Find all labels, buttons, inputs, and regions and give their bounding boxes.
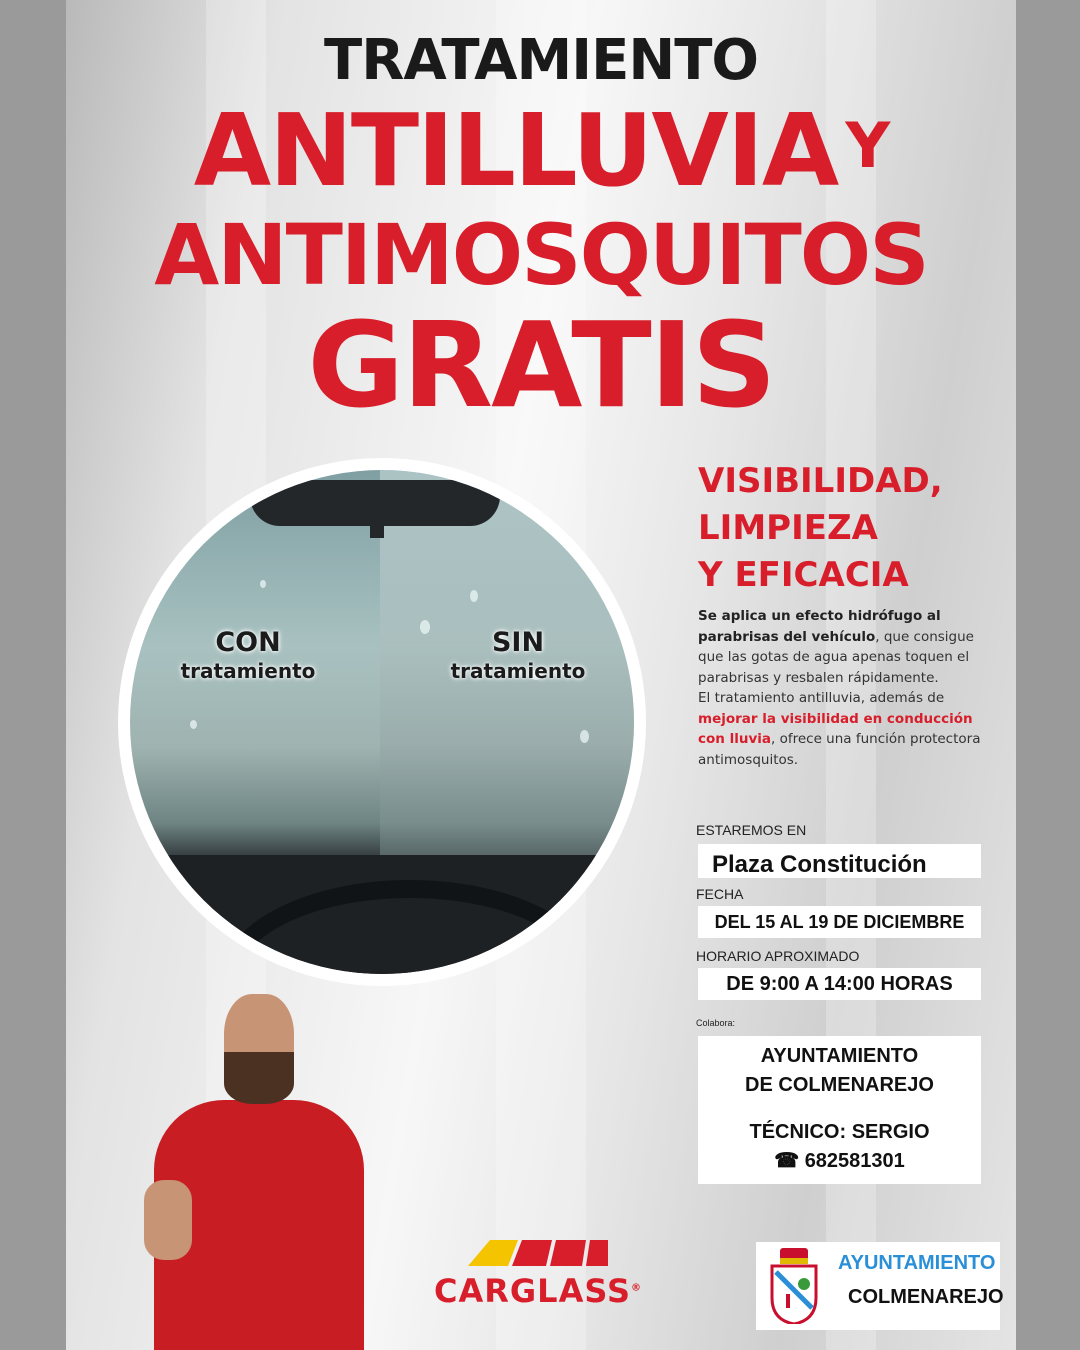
date-label: FECHA (696, 886, 744, 902)
headline-gratis: GRATIS (307, 296, 775, 434)
hours-label: HORARIO APROXIMADO (696, 948, 860, 964)
badge-line1: AYUNTAMIENTO (838, 1252, 996, 1274)
water-drop (420, 620, 430, 634)
carglass-wordmark (418, 1272, 658, 1310)
windshield-photo (130, 470, 634, 974)
carglass-logo (418, 1238, 658, 1318)
phone-number: 682581301 (804, 1150, 905, 1172)
carglass-stripes-icon (468, 1240, 608, 1266)
label-con: CON (215, 627, 281, 658)
place-box: Plaza Constitución (698, 844, 981, 878)
ayuntamiento-badge (756, 1242, 1004, 1330)
thumbs-up-hand (144, 1180, 192, 1260)
badge-line2: COLMENAREJO (848, 1286, 1004, 1308)
date-box: DEL 15 AL 19 DE DICIEMBRE (698, 906, 981, 938)
subheadline (698, 458, 998, 599)
place-label: ESTAREMOS EN (696, 822, 807, 838)
label-sin: SIN (491, 627, 545, 658)
headline-antimosquitos: ANTIMOSQUITOS (154, 206, 928, 304)
description (698, 606, 988, 770)
windshield-comparison-image (118, 458, 646, 986)
description-text: El tratamiento antilluvia, además de (698, 690, 945, 706)
label-con-tratamiento (178, 628, 318, 684)
collab-line: DE COLMENAREJO (745, 1074, 934, 1096)
beard (224, 1052, 294, 1104)
technician-photo (144, 990, 374, 1350)
coat-of-arms-icon (766, 1248, 822, 1324)
description-highlight: mejorar la visibilidad en conducción con lluvia (698, 710, 973, 747)
description-text: , que consigue que las gotas de agua apenas toquen el parabrisas y resbalen rápidamente. (698, 628, 974, 686)
headline-y: Y (845, 109, 889, 182)
label-sin-tratamiento (443, 628, 593, 684)
collab-line: AYUNTAMIENTO (760, 1045, 919, 1067)
collab-label: Colabora: (696, 1018, 736, 1028)
headline-antilluvia-text: ANTILLUVIA (193, 92, 838, 209)
mirror-stem (370, 520, 384, 538)
description-text: , ofrece una función protectora antimosquitos. (698, 731, 981, 768)
water-drop (190, 720, 197, 729)
subheadline-line: Y EFICACIA (698, 555, 909, 595)
description-intro: Se aplica un efecto hidrófugo al parabrisas del vehículo (698, 608, 941, 645)
water-drop (470, 590, 478, 602)
carglass-name: CARGLASS (434, 1272, 631, 1310)
headline-antilluvia (66, 86, 1016, 211)
water-drop (260, 580, 266, 588)
phone-icon: ☎ (774, 1150, 800, 1172)
poster (66, 0, 1016, 1350)
registered-mark: ® (630, 1282, 642, 1294)
headline-tratamiento: TRATAMIENTO (324, 28, 758, 93)
tech-name: TÉCNICO: SERGIO (749, 1121, 930, 1143)
label-con-sub: tratamiento (180, 659, 316, 683)
phone-row (698, 1147, 981, 1176)
subheadline-line: VISIBILIDAD, (698, 461, 943, 501)
collab-box (698, 1036, 981, 1184)
subheadline-line: LIMPIEZA (698, 508, 878, 548)
hours-box: DE 9:00 A 14:00 HORAS (698, 968, 981, 1000)
label-sin-sub: tratamiento (450, 659, 586, 683)
water-drop (580, 730, 589, 743)
